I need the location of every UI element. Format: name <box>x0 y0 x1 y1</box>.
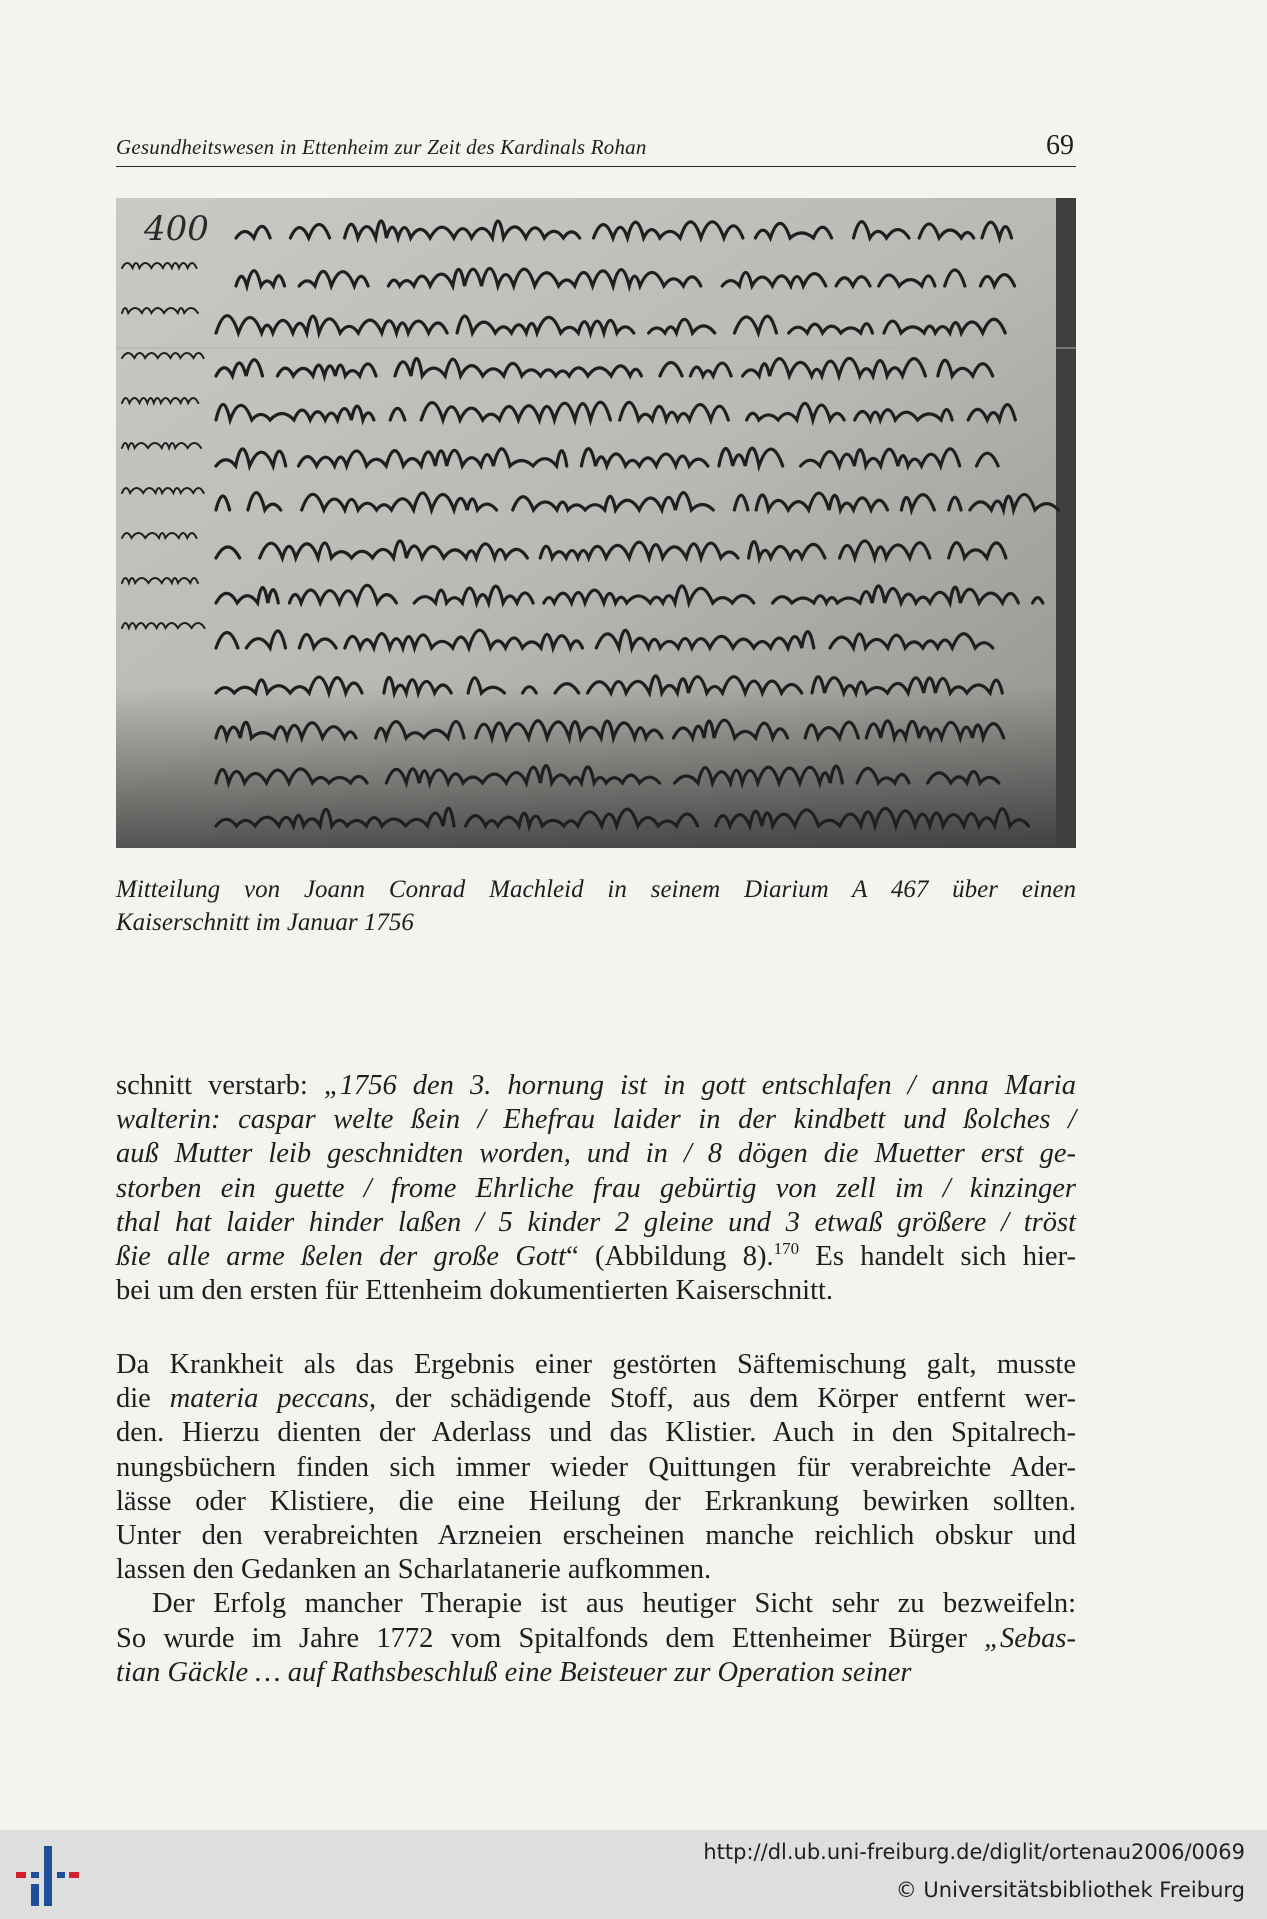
text-run: „1756 den 3. hornung ist in gott entschlafen / anna Maria <box>323 1070 1076 1101</box>
text-run: , der schädigende Stoff, aus dem Körper entfernt wer- <box>369 1383 1077 1415</box>
text-run: thal hat laider hinder laßen / 5 kinder 2 gleine und 3 etwaß größere / tröst <box>116 1206 1076 1238</box>
handwriting-image <box>116 198 1076 848</box>
text-run: ßie alle arme ßelen der große Gott <box>116 1241 566 1273</box>
paragraph-1 <box>116 1069 1076 1308</box>
text-line <box>116 1274 1076 1308</box>
footer-url[interactable] <box>703 1840 1245 1864</box>
paragraph-2 <box>116 1348 1076 1690</box>
running-title: Gesundheitswesen in Ettenheim zur Zeit des Kardinals Rohan <box>116 135 647 159</box>
text-run: lässe oder Klistiere, die eine Heilung der Erkrankung bewirken sollten. <box>116 1485 1076 1517</box>
text-run: lassen den Gedanken an Scharlatanerie aufkommen. <box>116 1554 712 1586</box>
page-number: 69 <box>1046 130 1074 161</box>
text-line <box>116 1137 1076 1171</box>
text-run: Der Erfolg mancher Therapie ist aus heutiger Sicht sehr zu bezweifeln: <box>152 1588 1076 1620</box>
text-line <box>116 1206 1076 1240</box>
text-line <box>116 1553 1076 1587</box>
text-line <box>116 1382 1076 1416</box>
diary-photograph <box>116 198 1076 848</box>
footer-url-link[interactable]: http://dl.ub.uni-freiburg.de/diglit/ortenau2006/0069 <box>703 1840 1245 1864</box>
text-line <box>116 1416 1076 1450</box>
figure-caption <box>116 873 1076 939</box>
text-line <box>116 1348 1076 1382</box>
margin-number: 400 <box>144 209 209 249</box>
text-run: walterin: caspar welte ßein / Ehefrau laider in der kindbett und ßolches / <box>116 1104 1076 1136</box>
text-line <box>116 1519 1076 1553</box>
running-header <box>116 124 1076 167</box>
ub-freiburg-logo-icon <box>14 1838 80 1910</box>
footnote-ref: 170 <box>773 1239 800 1259</box>
text-line <box>116 1069 1076 1103</box>
text-line <box>116 1103 1076 1137</box>
text-line <box>116 1240 1076 1274</box>
text-line <box>116 1451 1076 1485</box>
text-run: Da Krankheit als das Ergebnis einer gestörten Säftemischung galt, musste <box>116 1349 1076 1380</box>
text-run: materia peccans <box>169 1383 370 1415</box>
text-line <box>116 1587 1076 1621</box>
text-run: schnitt verstarb: <box>116 1070 324 1101</box>
text-run: die <box>116 1383 170 1415</box>
text-run: den. Hierzu dienten der Aderlass und das Klistier. Auch in den Spitalrech- <box>116 1417 1076 1449</box>
text-run: “ (Abbildung 8). <box>565 1241 774 1273</box>
footer-copyright: © Universitätsbibliothek Freiburg <box>895 1878 1245 1902</box>
text-run: Es handelt sich hier- <box>799 1241 1076 1273</box>
text-run: So wurde im Jahre 1772 vom Spitalfonds dem Ettenheimer Bürger <box>116 1622 985 1654</box>
text-run: storben ein guette / frome Ehrliche frau gebürtig von zell im / kinzinger <box>116 1172 1076 1204</box>
text-run: bei um den ersten für Ettenheim dokumentierten Kaiserschnitt. <box>116 1275 834 1307</box>
text-run: „Sebas- <box>984 1622 1076 1654</box>
text-line <box>116 1622 1076 1656</box>
text-line <box>116 1172 1076 1206</box>
caption-line-1: Mitteilung von Joann Conrad Machleid in seinem Diarium A 467 über einen <box>116 876 1076 903</box>
text-run: nungsbüchern finden sich immer wieder Quittungen für verabreichte Ader- <box>116 1451 1076 1483</box>
text-line <box>116 1485 1076 1519</box>
text-line <box>116 1656 1076 1690</box>
text-run: tian Gäckle … auf Rathsbeschluß eine Beisteuer zur Operation seiner <box>116 1656 912 1688</box>
caption-line-2: Kaiserschnitt im Januar 1756 <box>116 909 414 936</box>
text-run: auß Mutter leib geschnidten worden, und in / 8 dögen die Muetter erst ge- <box>116 1138 1076 1170</box>
text-run: Unter den verabreichten Arzneien erscheinen manche reichlich obskur und <box>116 1520 1076 1552</box>
